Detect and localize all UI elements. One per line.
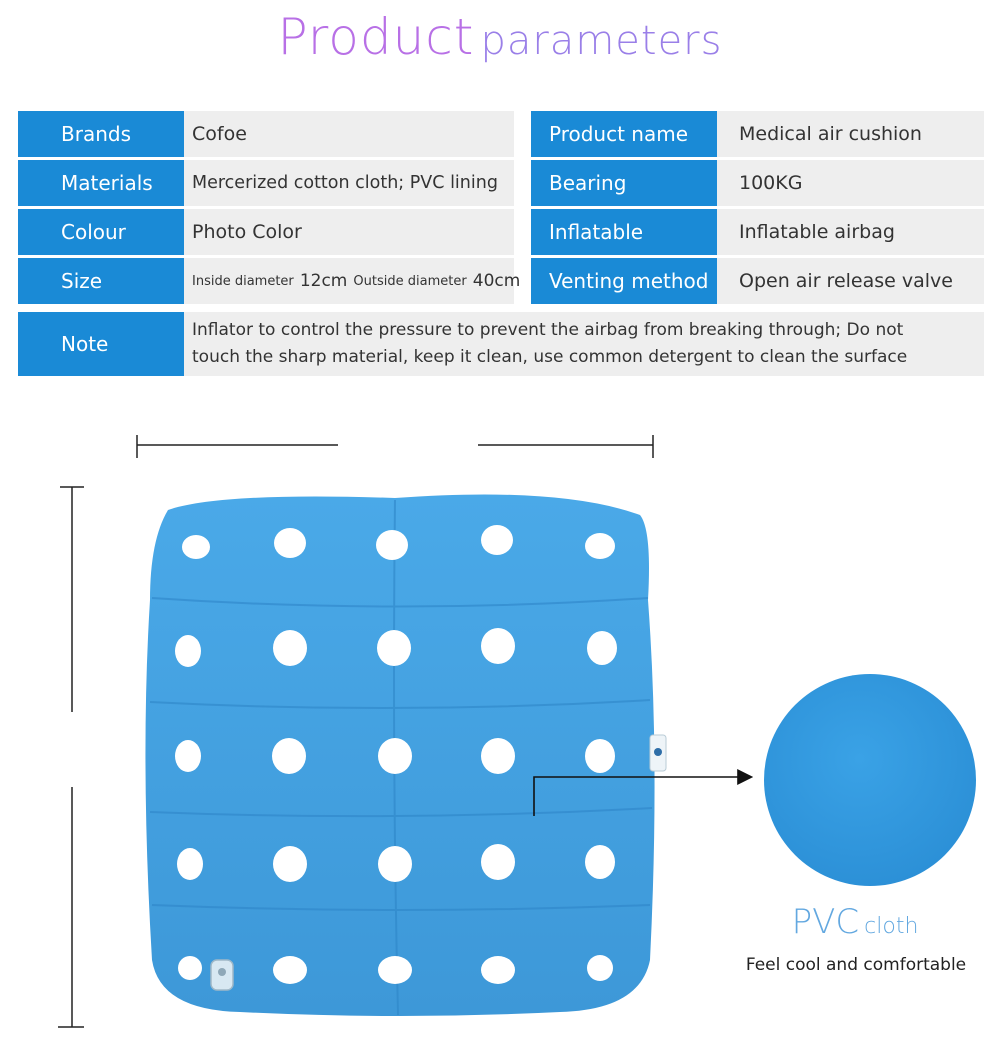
param-value: Cofoe bbox=[184, 111, 514, 157]
note-line-2: touch the sharp material, keep it clean, use common detergent to clean the surface bbox=[192, 347, 908, 367]
pvc-cloth-caption: Feel cool and comfortable bbox=[745, 955, 967, 975]
valve-icon bbox=[211, 960, 233, 990]
param-label: Inflatable bbox=[531, 209, 717, 255]
height-dimension-line bbox=[58, 487, 84, 1027]
title-word-product: Product bbox=[277, 8, 475, 66]
param-value: 100KG bbox=[717, 160, 984, 206]
size-inside-value: 12cm bbox=[299, 271, 348, 291]
param-label: Colour bbox=[18, 209, 184, 255]
size-outside-label: Outside diameter bbox=[353, 273, 467, 289]
param-label: Materials bbox=[18, 160, 184, 206]
title-word-parameters: parameters bbox=[480, 18, 723, 64]
air-cushion-image bbox=[145, 494, 666, 1016]
param-label: Bearing bbox=[531, 160, 717, 206]
size-outside-value: 40cm bbox=[472, 271, 521, 291]
param-label: Brands bbox=[18, 111, 184, 157]
param-value: Open air release valve bbox=[717, 258, 984, 304]
param-label: Product name bbox=[531, 111, 717, 157]
param-label: Note bbox=[18, 312, 184, 376]
pvc-cloth-title bbox=[740, 902, 970, 942]
note-line-1: Inflator to control the pressure to prevent the airbag from breaking through; Do not bbox=[192, 320, 904, 340]
width-dimension-line bbox=[137, 435, 653, 458]
size-inside-label: Inside diameter bbox=[192, 273, 294, 289]
tag-icon bbox=[650, 735, 666, 771]
param-value: Medical air cushion bbox=[717, 111, 984, 157]
param-label: Venting method bbox=[531, 258, 717, 304]
param-value: Photo Color bbox=[184, 209, 514, 255]
param-label: Size bbox=[18, 258, 184, 304]
param-value: Inflatable airbag bbox=[717, 209, 984, 255]
cloth-word: cloth bbox=[864, 914, 919, 939]
param-value: Mercerized cotton cloth; PVC lining bbox=[184, 160, 514, 206]
pvc-word: PVC bbox=[791, 902, 860, 942]
pvc-cloth-swatch bbox=[764, 674, 976, 886]
